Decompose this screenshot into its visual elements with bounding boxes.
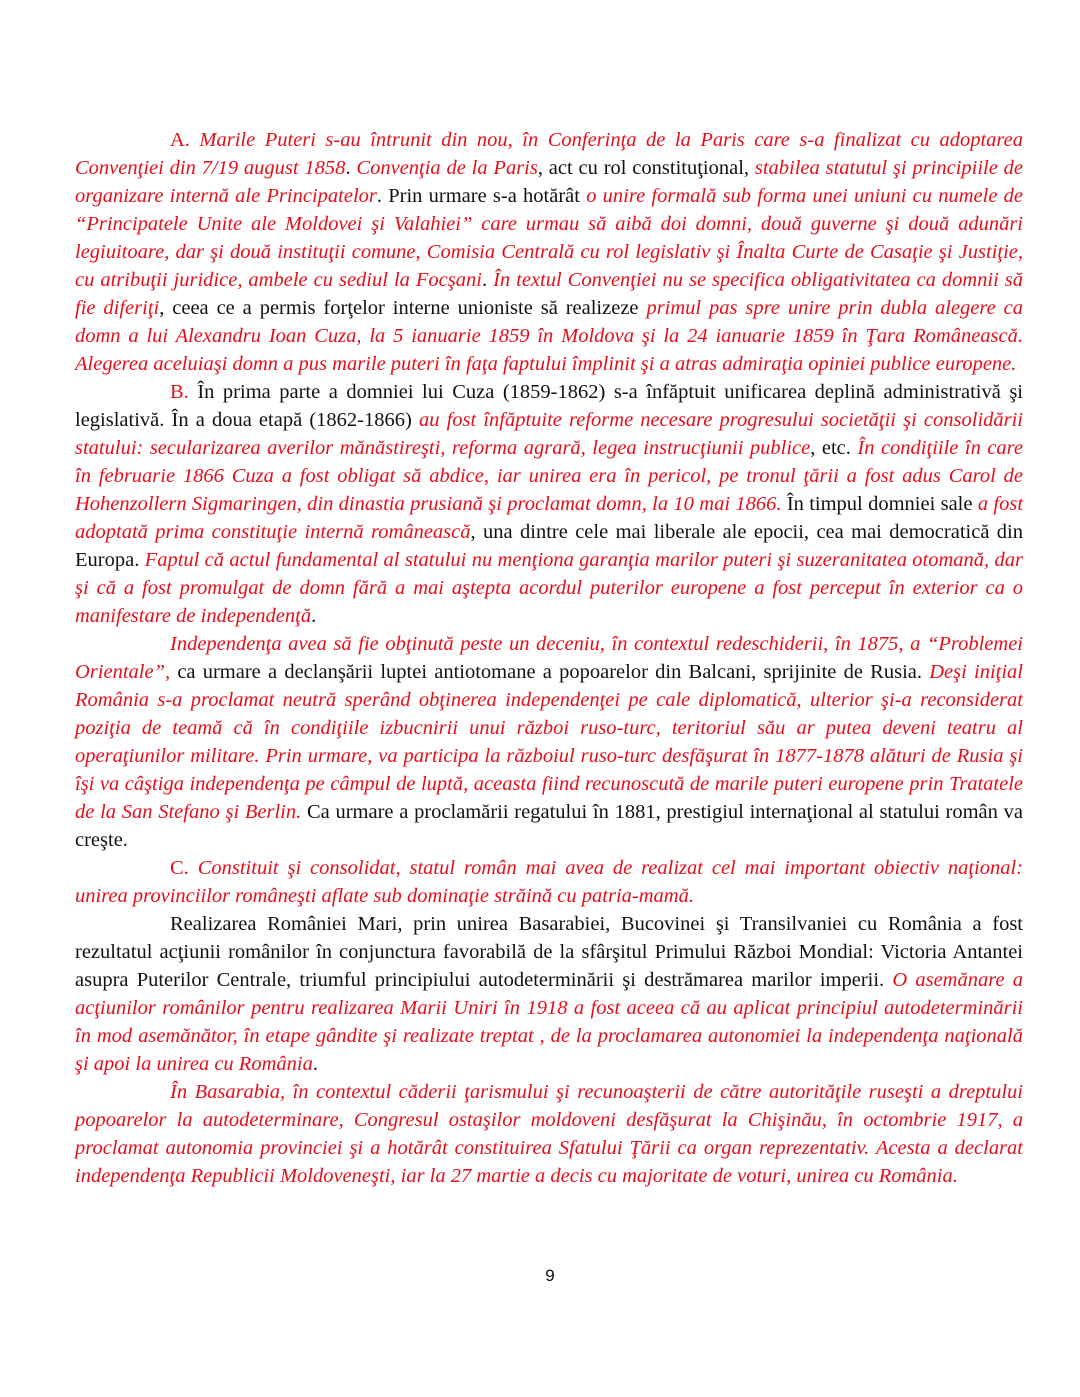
- paragraph: [75, 910, 1023, 1078]
- text-segment: .: [311, 605, 317, 627]
- highlighted-text-segment: au fost înfăptuite reforme necesare progresului societăţii şi consolidării statului: secularizarea averilor mănăstireşti, reforma agrară, legea instrucţiunii publice: [75, 409, 1024, 459]
- paragraph: [75, 1078, 1023, 1190]
- text-segment: , act cu rol constituţional,: [537, 157, 755, 179]
- highlighted-text-segment: O asemănare a acţiunilor românilor pentru realizarea Marii Uniri în 1918 a fost aceea că au aplicat principiul autodeterminării în mod asemănător, în etape gândite şi realizate treptat , de la proclamarea autonomiei la independenţa naţională şi apoi la unirea cu România: [75, 969, 1023, 1075]
- highlighted-text-segment: Convenţia de la Paris: [356, 157, 538, 179]
- text-segment: .: [345, 157, 357, 179]
- text-segment: ca urmare a declanşării luptei antiotomane a popoarelor din Balcani, sprijinite de Rusia.: [170, 661, 930, 683]
- highlighted-text-segment: Marile Puteri s-au întrunit din nou, în Conferinţa de la Paris care s-a finalizat cu adoptarea Convenţiei din 7/19 august 1858: [75, 129, 1023, 179]
- text-segment: În prima parte a domniei lui Cuza (1859-1862) s-a înfăptuit unificarea deplină administrativă şi legislativă. În a doua etapă (1862-1866): [75, 381, 1023, 431]
- highlighted-text-segment: C.: [170, 857, 198, 879]
- text-segment: În timpul domniei sale: [781, 493, 978, 515]
- highlighted-text-segment: o unire formală sub forma unei uniuni cu numele de “Principatele Unite ale Moldovei şi Valahiei” care urmau să aibă doi domni, două guverne şi două adunări legiuitoare, dar şi două instituţii comune, Comisia Centrală cu rol legislativ şi Înalta Curte de Casaţie şi Justiţie, cu atribuţii juridice, ambele cu sediul la Focşani: [75, 185, 1023, 291]
- text-segment: Realizarea României Mari, prin unirea Basarabiei, Bucovinei şi Transilvaniei cu România a fost rezultatul acţiunii românilor în conjunctura favorabilă de la sfârşitul Primului Război Mondial: Victoria Antantei asupra Puterilor Centrale, triumful principiului autodeterminării şi destrămarea marilor imperii.: [75, 913, 1023, 991]
- text-segment: .: [481, 269, 494, 291]
- highlighted-text-segment: În Basarabia, în contextul căderii ţarismului şi recunoaşterii de către autorităţile ruseşti a dreptului popoarelor la autodeterminare, Congresul ostaşilor moldoveni desfăşurat la Chişinău, în octombrie 1917, a proclamat autonomia provinciei şi a hotărât constituirea Sfatului Ţării ca organ reprezentativ. Acesta a declarat independenţa Republicii Moldoveneşti, iar la 27 martie a decis cu majoritate de voturi, unirea cu România.: [75, 1081, 1023, 1187]
- text-segment: , una dintre cele mai liberale ale epocii, cea mai democratică din Europa.: [75, 521, 1024, 571]
- highlighted-text-segment: Deşi iniţial România s-a proclamat neutră sperând obţinerea independenţei pe cale diplomatică, ulterior şi-a reconsiderat poziţia de teamă că în condiţiile izbucnirii unui război ruso-turc, teritoriul său ar putea deveni teatru al operaţiunilor militare. Prin urmare, va participa la războiul ruso-turc desfăşurat în 1877-1878 alături de Rusia şi îşi va câştiga independenţa pe câmpul de luptă, aceasta fiind recunoscută de marile puteri europene prin Tratatele de la San Stefano şi Berlin.: [75, 661, 1023, 823]
- highlighted-text-segment: a fost adoptată prima constituţie internă românească: [75, 493, 1024, 543]
- highlighted-text-segment: primul pas spre unire prin dubla alegere ca domn a lui Alexandru Ioan Cuza, la 5 ianuarie 1859 în Moldova şi la 24 ianuarie 1859 în Ţara Românească. Alegerea aceluiaşi domn a pus marile puteri în faţa faptului împlinit şi a atras admiraţia opiniei publice europene.: [75, 297, 1023, 375]
- paragraph: [75, 854, 1023, 910]
- document-body: [75, 126, 1023, 1190]
- highlighted-text-segment: Faptul că actul fundamental al statului nu menţiona garanţia marilor puteri şi suzeranitatea otomană, dar şi că a fost promulgat de domn fără a mai aştepta acordul puterilor europene a fost perceput în exterior ca o manifestare de independenţă: [75, 549, 1023, 627]
- paragraph: [75, 378, 1023, 630]
- text-segment: Ca urmare a proclamării regatului în 1881, prestigiul internaţional al statului român va creşte.: [75, 801, 1023, 851]
- text-segment: , etc.: [810, 437, 858, 459]
- highlighted-text-segment: În textul Convenţiei nu se specifica obligativitatea ca domnii să fie diferiţi: [75, 269, 1023, 319]
- highlighted-text-segment: stabilea statutul şi principiile de organizare internă ale Principatelor: [75, 157, 1024, 207]
- highlighted-text-segment: A.: [170, 129, 200, 151]
- paragraph: [75, 126, 1023, 378]
- highlighted-text-segment: În condiţiile în care în februarie 1866 Cuza a fost obligat să abdice, iar unirea era în pericol, pe tronul ţării a fost adus Carol de Hohenzollern Sigmaringen, din dinastia prusiană şi proclamat domn, la 10 mai 1866.: [75, 437, 1023, 515]
- text-segment: , ceea ce a permis forţelor interne unioniste să realizeze: [159, 297, 647, 319]
- highlighted-text-segment: B.: [170, 381, 198, 403]
- highlighted-text-segment: Constituit şi consolidat, statul român mai avea de realizat cel mai important obiectiv naţional: unirea provinciilor româneşti aflate sub dominaţie străină cu patria-mamă.: [75, 857, 1023, 907]
- text-segment: .: [312, 1053, 318, 1075]
- text-segment: . Prin urmare s-a hotărât: [376, 185, 587, 207]
- paragraph: [75, 630, 1023, 854]
- highlighted-text-segment: Independenţa avea să fie obţinută peste un deceniu, în contextul redeschiderii, în 1875, a “Problemei Orientale”,: [75, 633, 1023, 683]
- page-number: 9: [545, 1266, 555, 1285]
